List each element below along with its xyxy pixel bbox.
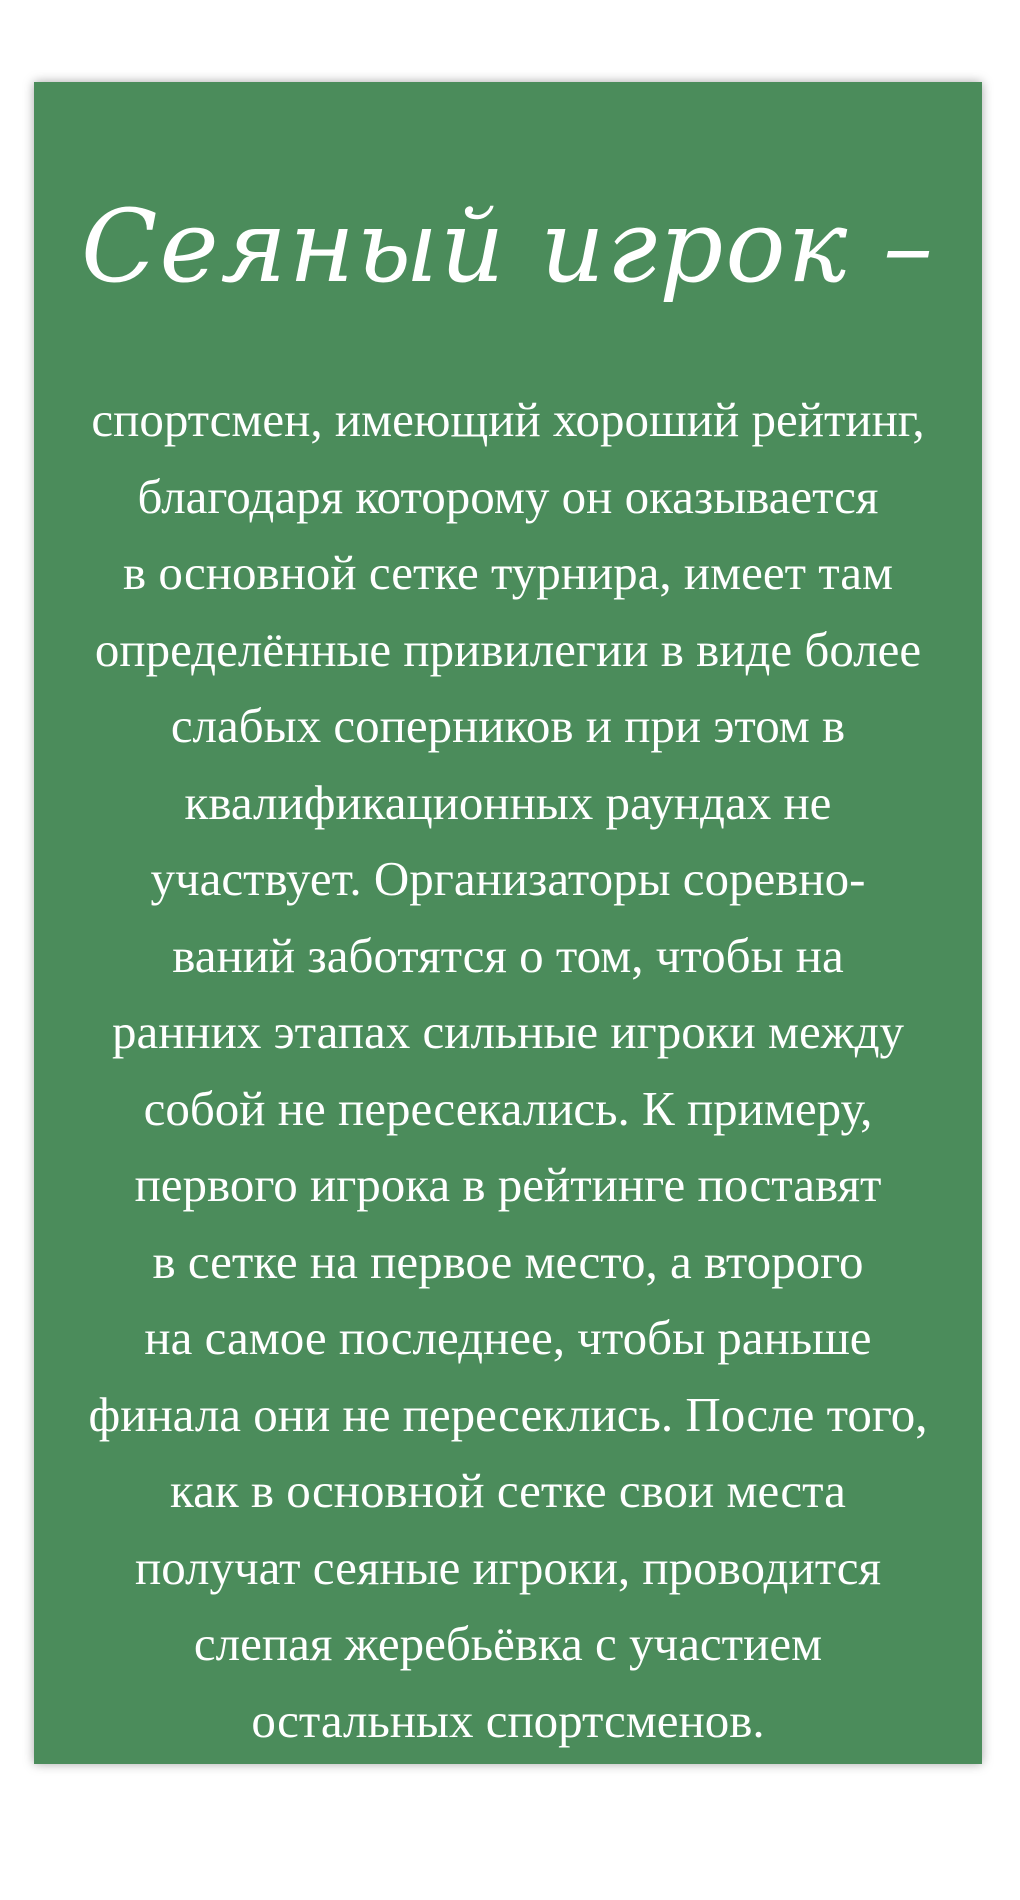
definition-text [74, 382, 942, 1759]
text-line: ранних этапах сильные игроки между [111, 1004, 905, 1059]
text-line: остальных спортсменов. [251, 1692, 765, 1748]
text-line: благодаря которому он оказывается [137, 468, 879, 524]
text-line: в сетке на первое место, а второго [152, 1233, 864, 1289]
card-title: Сеяный игрок – [80, 188, 936, 305]
text-line: собой не пересекались. К примеру, [143, 1080, 873, 1136]
text-line: финала они не пересеклись. После того, [88, 1386, 928, 1442]
text-line: участвует. Организаторы соревно- [150, 851, 866, 906]
text-line: в основной сетке турнира, имеет там [122, 545, 894, 600]
text-line: определённые привилегии в виде более [94, 621, 922, 677]
text-line: слабых соперников и при этом в [170, 698, 846, 753]
text-line: слепая жеребьёвка с участием [193, 1616, 823, 1671]
text-line: ваний заботятся о том, чтобы на [172, 927, 844, 983]
text-line: первого игрока в рейтинге поставят [134, 1157, 882, 1212]
definition-card [34, 82, 982, 1764]
text-line: квалификационных раундах не [184, 774, 832, 830]
text-line: как в основной сетке свои места [170, 1463, 846, 1518]
text-line: получат сеяные игроки, проводится [134, 1539, 881, 1595]
text-line: спортсмен, имеющий хороший рейтинг, [91, 392, 925, 447]
text-line: на самое последнее, чтобы раньше [144, 1310, 872, 1365]
